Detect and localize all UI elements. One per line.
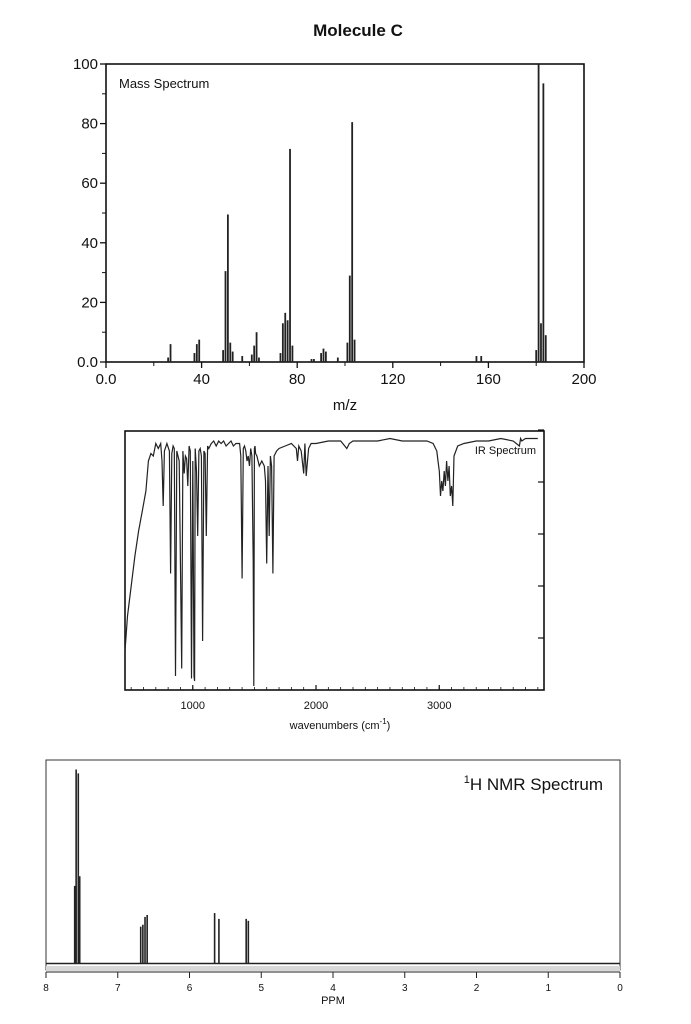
ms-bar <box>232 352 234 362</box>
ms-bar <box>196 344 198 362</box>
nmr-title-main: H NMR Spectrum <box>469 775 603 794</box>
nmr-x-tick-label: 8 <box>43 983 49 994</box>
ms-x-tick-label: 200 <box>571 371 597 388</box>
ms-bar <box>354 340 356 362</box>
nmr-spectrum-x-label: PPM <box>321 995 345 1007</box>
ms-bar <box>320 353 322 362</box>
mass-spectrum-y-axis <box>73 56 106 371</box>
ms-x-tick-label: 120 <box>380 371 406 388</box>
ms-bar <box>311 359 313 362</box>
ms-bar <box>538 64 540 362</box>
ms-bar <box>545 335 547 362</box>
ir-spectrum-title: IR Spectrum <box>474 445 536 457</box>
ir-x-tick-label: 1000 <box>180 700 206 712</box>
ms-bar <box>229 343 231 362</box>
mass-spectrum-bars <box>167 64 546 362</box>
nmr-x-tick-label: 1 <box>545 983 552 994</box>
ms-bar <box>337 358 339 362</box>
ir-spectrum-x-label <box>289 717 391 732</box>
ms-y-tick-label: 40 <box>81 234 98 252</box>
ms-bar <box>256 332 258 362</box>
ms-bar <box>194 353 196 362</box>
mass-spectrum-panel <box>73 56 597 414</box>
ir-spectrum-trace <box>125 439 538 687</box>
ms-x-tick-label: 160 <box>475 371 501 388</box>
ms-y-tick-label: 80 <box>81 115 98 133</box>
ir-spectrum-y-axis <box>538 430 544 638</box>
nmr-x-tick-label: 5 <box>258 983 265 994</box>
ms-bar <box>313 359 315 362</box>
ms-bar <box>480 356 482 362</box>
ms-y-tick-label: 0.0 <box>77 354 98 371</box>
ms-bar <box>253 346 255 362</box>
ir-x-tick-label: 3000 <box>427 700 452 712</box>
ms-bar <box>167 358 169 362</box>
ms-bar <box>325 352 327 362</box>
ms-y-tick-label: 100 <box>72 56 98 73</box>
ms-bar <box>542 83 544 362</box>
nmr-x-tick-label: 0 <box>617 983 623 994</box>
ms-bar <box>227 214 229 362</box>
ir-x-label-main: wavenumbers (cm <box>289 720 380 732</box>
ms-bar <box>287 320 289 362</box>
ms-bar <box>258 358 260 362</box>
nmr-spectrum-panel <box>43 760 623 1007</box>
ms-x-tick-label: 40 <box>193 371 210 388</box>
ms-y-tick-label: 60 <box>81 175 98 193</box>
nmr-spectrum-title <box>464 774 603 794</box>
nmr-spectrum-peaks <box>75 770 249 964</box>
ms-bar <box>535 350 537 362</box>
nmr-x-tick-label: 3 <box>401 983 408 994</box>
ms-bar <box>351 122 353 362</box>
ms-bar <box>346 343 348 362</box>
ms-bar <box>476 356 478 362</box>
ms-x-tick-label: 80 <box>288 371 306 388</box>
ms-bar <box>292 346 294 362</box>
mass-spectrum-title: Mass Spectrum <box>119 76 210 91</box>
mass-spectrum-x-axis <box>96 362 597 388</box>
ms-bar <box>540 323 542 362</box>
mass-spectrum-x-label: m/z <box>332 397 358 414</box>
ms-bar <box>280 353 282 362</box>
ms-bar <box>225 271 227 362</box>
ir-spectrum-panel <box>125 430 544 732</box>
nmr-x-tick-label: 6 <box>186 983 193 994</box>
nmr-x-tick-label: 2 <box>473 983 480 994</box>
ms-bar <box>198 340 200 362</box>
ir-x-tick-label: 2000 <box>303 700 329 712</box>
ms-bar <box>222 350 224 362</box>
ms-bar <box>170 344 172 362</box>
nmr-x-tick-label: 4 <box>330 983 336 994</box>
ir-x-label-tail: ) <box>386 720 391 732</box>
page-title: Molecule C <box>313 21 403 40</box>
mass-spectrum-frame <box>106 64 584 362</box>
nmr-spectrum-x-axis <box>43 972 623 994</box>
ms-bar <box>349 276 351 362</box>
ms-bar <box>241 356 243 362</box>
nmr-title-sup: 1 <box>463 774 470 786</box>
ms-bar <box>284 313 286 362</box>
ms-bar <box>323 349 325 362</box>
ir-x-label-sup: -1 <box>379 717 387 726</box>
ms-bar <box>282 323 284 362</box>
ir-spectrum-x-axis <box>131 685 538 712</box>
ms-bar <box>289 149 291 362</box>
nmr-baseline-band <box>46 966 620 971</box>
nmr-x-tick-label: 7 <box>114 983 121 994</box>
ms-y-tick-label: 20 <box>81 294 98 312</box>
ms-x-tick-label: 0.0 <box>95 371 117 388</box>
ms-bar <box>251 355 253 362</box>
